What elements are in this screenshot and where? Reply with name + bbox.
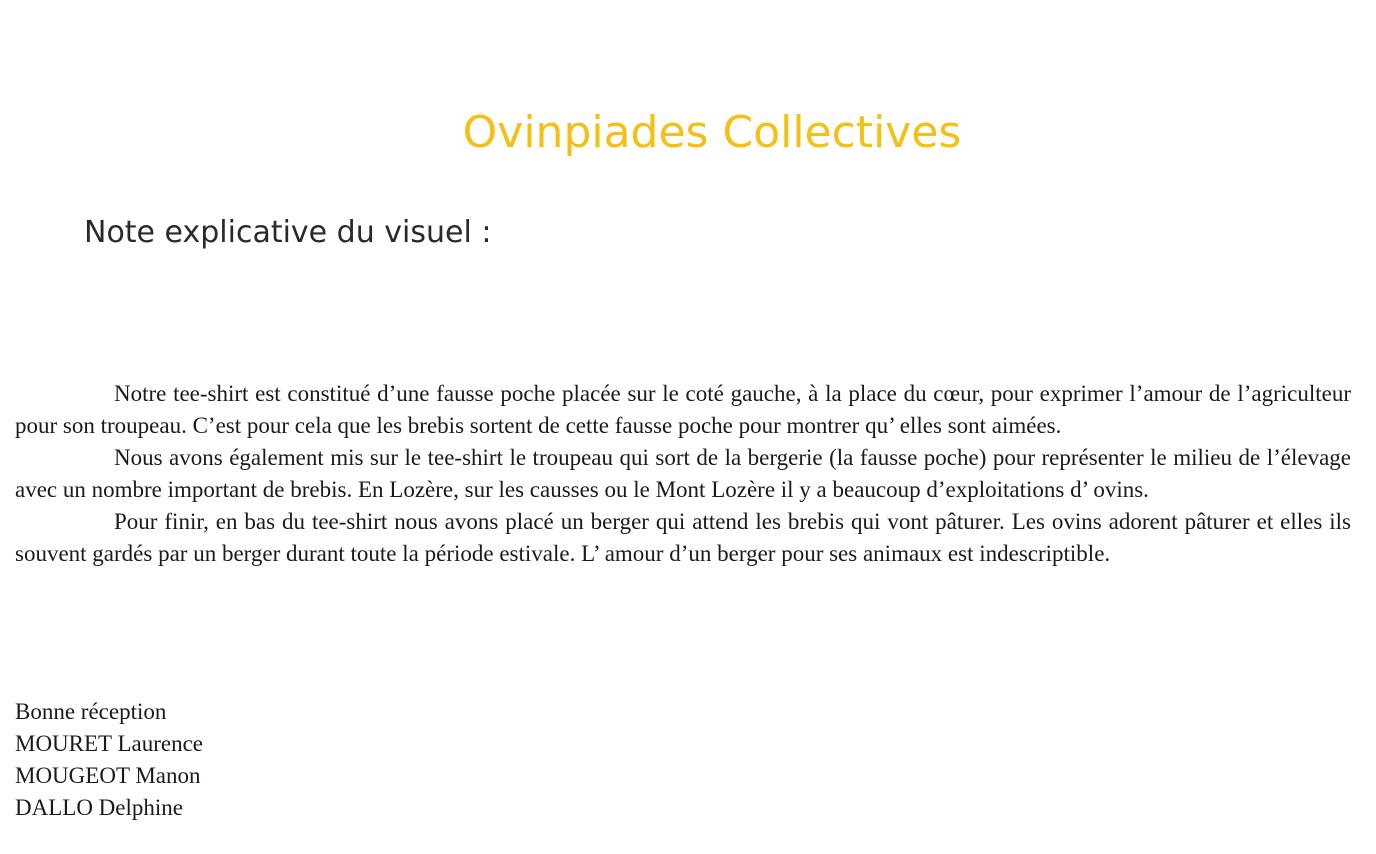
signatory-name: MOURET Laurence (15, 731, 203, 756)
signatory-name: MOUGEOT Manon (15, 763, 201, 788)
document-body (15, 378, 1351, 570)
closing-line: Bonne réception (15, 699, 167, 724)
document-subtitle: Note explicative du visuel : (84, 215, 492, 250)
paragraph-flock: Nous avons également mis sur le tee-shirt le troupeau qui sort de la bergerie (la fausse poche) pour représenter le milieu de l’élevage avec un nombre important de brebis. En Lozère, sur les causses ou le Mont Lozère il y a beaucoup d’exploitations d’ ovins. (15, 445, 1351, 502)
paragraph-shepherd: Pour finir, en bas du tee-shirt nous avons placé un berger qui attend les brebis qui vont pâturer. Les ovins adorent pâturer et elles ils souvent gardés par un berger durant toute la période estivale. L’ amour d’un berger pour ses animaux est indescriptible. (15, 509, 1351, 566)
signatory-name: DALLO Delphine (15, 795, 183, 820)
paragraph-tee-shirt-pocket: Notre tee-shirt est constitué d’une fausse poche placée sur le coté gauche, à la place du cœur, pour exprimer l’amour de l’agriculteur pour son troupeau. C’est pour cela que les brebis sortent de cette fausse poche pour montrer qu’ elles sont aimées. (15, 381, 1351, 438)
signature-block (15, 696, 203, 824)
document-title: Ovinpiades Collectives (462, 107, 962, 158)
